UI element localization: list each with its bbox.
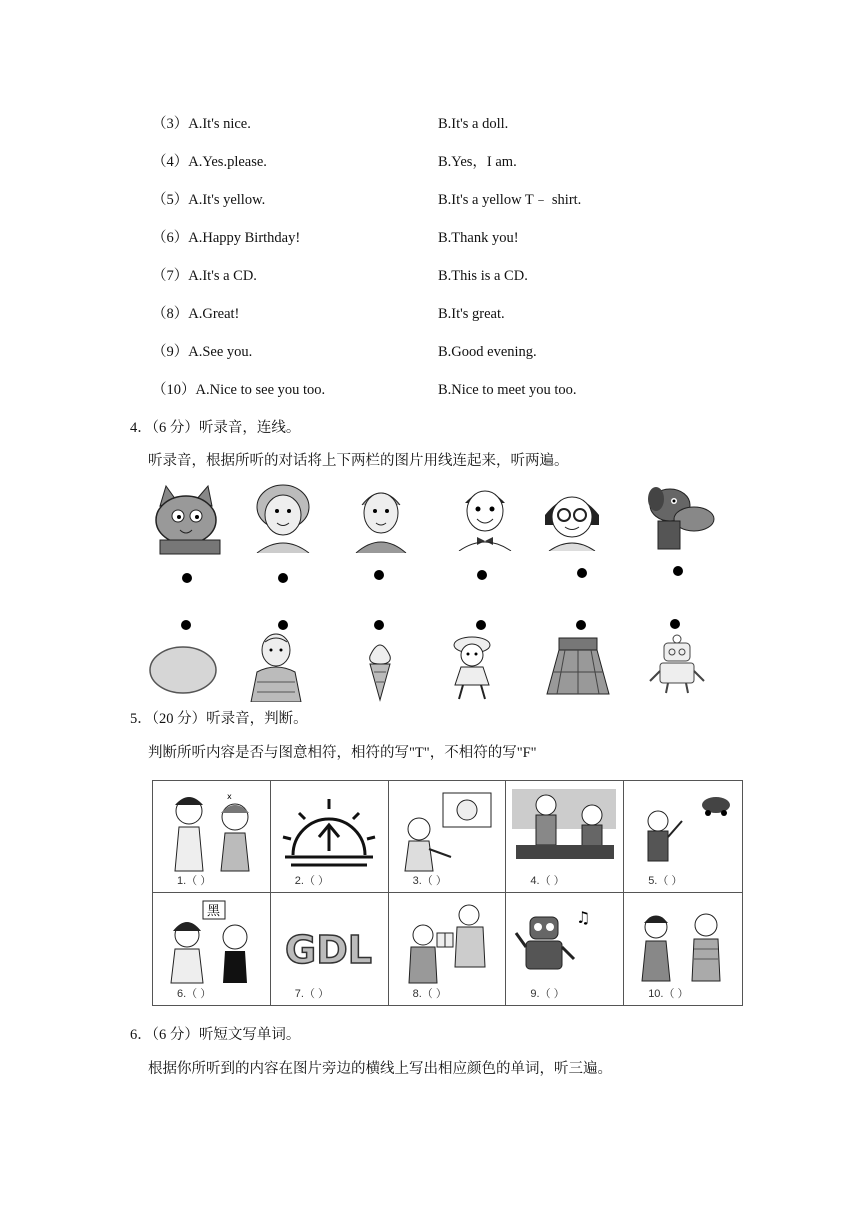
robot-dancing-picture [512, 897, 618, 987]
judgment-label-3: 3.（ ） [412, 875, 447, 887]
judgment-cell-8 [389, 893, 507, 1005]
sunrise-picture [277, 785, 383, 875]
match-dot-bottom-6[interactable] [670, 619, 680, 629]
girl-picture [247, 481, 319, 553]
skirt-picture [545, 636, 611, 696]
judgment-label-1: 1.（ ） [177, 875, 212, 887]
judgment-label-5: 5.（ ） [648, 875, 683, 887]
ice-cream-picture [366, 636, 394, 702]
gdl-letters-picture [277, 897, 383, 987]
match-dot-bottom-5[interactable] [576, 620, 586, 630]
classroom-picture [512, 785, 618, 875]
judgment-cell-6 [153, 893, 271, 1005]
match-dot-top-1[interactable] [182, 573, 192, 583]
q6-option-b: B.Thank you! [438, 230, 519, 246]
match-dot-bottom-2[interactable] [278, 620, 288, 630]
q8-option-b: B.It's great. [438, 306, 505, 322]
two-children-picture [630, 897, 736, 987]
egg-picture [148, 645, 218, 695]
match-dot-top-2[interactable] [278, 573, 288, 583]
judgment-label-7: 7.（ ） [294, 988, 330, 1000]
boy-pointing-picture [395, 785, 501, 875]
judgment-cell-1 [153, 781, 271, 893]
q7-option-a: （7）A.It's a CD. [152, 268, 257, 284]
match-dot-bottom-3[interactable] [374, 620, 384, 630]
match-dot-bottom-1[interactable] [181, 620, 191, 630]
svg-text:x: x [227, 792, 232, 801]
q7-option-b: B.This is a CD. [438, 268, 528, 284]
question-4-instruction: 听录音，根据所听的对话将上下两栏的图片用线连起来，听两遍。 [148, 453, 569, 469]
judgment-cell-3 [389, 781, 507, 893]
gdl-text: GDL [284, 928, 372, 972]
robot-picture [646, 633, 708, 695]
dog-picture [640, 485, 716, 551]
judgment-label-9: 9.（ ） [530, 988, 565, 1000]
q9-option-a: （9）A.See you. [152, 344, 253, 360]
question-6-instruction: 根据你所听到的内容在图片旁边的横线上写出相应颜色的单词，听三遍。 [148, 1061, 612, 1077]
judgment-label-10: 10.（ ） [648, 988, 689, 1000]
girl-glasses-picture [537, 485, 607, 551]
q9-option-b: B.Good evening. [438, 344, 537, 360]
q5-option-b: B.It's a yellow T﹣ shirt. [438, 192, 582, 208]
q10-option-a: （10）A.Nice to see you too. [152, 382, 326, 398]
judgment-cell-7 [271, 893, 389, 1005]
boy-and-car-picture [630, 785, 736, 875]
judgment-cell-10 [624, 893, 742, 1005]
judgment-label-8: 8.（ ） [412, 988, 447, 1000]
question-5-instruction: 判断所听内容是否与图意相符，相符的写"T"，不相符的写"F" [148, 745, 537, 761]
boy-picture [350, 481, 412, 553]
cat-picture [152, 484, 226, 556]
judgment-cell-4 [506, 781, 624, 893]
q6-option-a: （6）A.Happy Birthday! [152, 230, 301, 246]
match-dot-top-5[interactable] [577, 568, 587, 578]
match-dot-bottom-4[interactable] [476, 620, 486, 630]
black-sign-text: 黑 [207, 904, 221, 919]
girl-and-boy-picture [159, 897, 265, 987]
q4-option-b: B.Yes，I am. [438, 154, 517, 170]
question-5-heading: 5．（20 分）听录音，判断。 [130, 711, 308, 727]
q5-option-a: （5）A.It's yellow. [152, 192, 266, 208]
q3-option-b: B.It's a doll. [438, 116, 509, 132]
music-note-icon: ♫ [576, 908, 591, 927]
judgment-cell-5 [624, 781, 742, 893]
children-talking-picture [159, 785, 265, 875]
judgment-picture-grid [152, 780, 743, 1006]
gift-giving-picture [395, 897, 501, 987]
judgment-cell-9 [506, 893, 624, 1005]
judgment-label-2: 2.（ ） [294, 875, 330, 887]
boy-bowtie-picture [455, 481, 515, 551]
judgment-label-6: 6.（ ） [177, 988, 212, 1000]
match-dot-top-3[interactable] [374, 570, 384, 580]
question-4-heading: 4．（6 分）听录音，连线。 [130, 420, 301, 436]
q3-option-a: （3）A.It's nice. [152, 116, 251, 132]
q4-option-a: （4）A.Yes.please. [152, 154, 267, 170]
grandpa-picture [243, 632, 309, 702]
match-dot-top-4[interactable] [477, 570, 487, 580]
doll-picture [447, 633, 497, 701]
match-dot-top-6[interactable] [673, 566, 683, 576]
q10-option-b: B.Nice to meet you too. [438, 382, 577, 398]
q8-option-a: （8）A.Great! [152, 306, 240, 322]
judgment-label-4: 4.（ ） [530, 875, 565, 887]
question-6-heading: 6．（6 分）听短文写单词。 [130, 1027, 301, 1043]
judgment-cell-2 [271, 781, 389, 893]
